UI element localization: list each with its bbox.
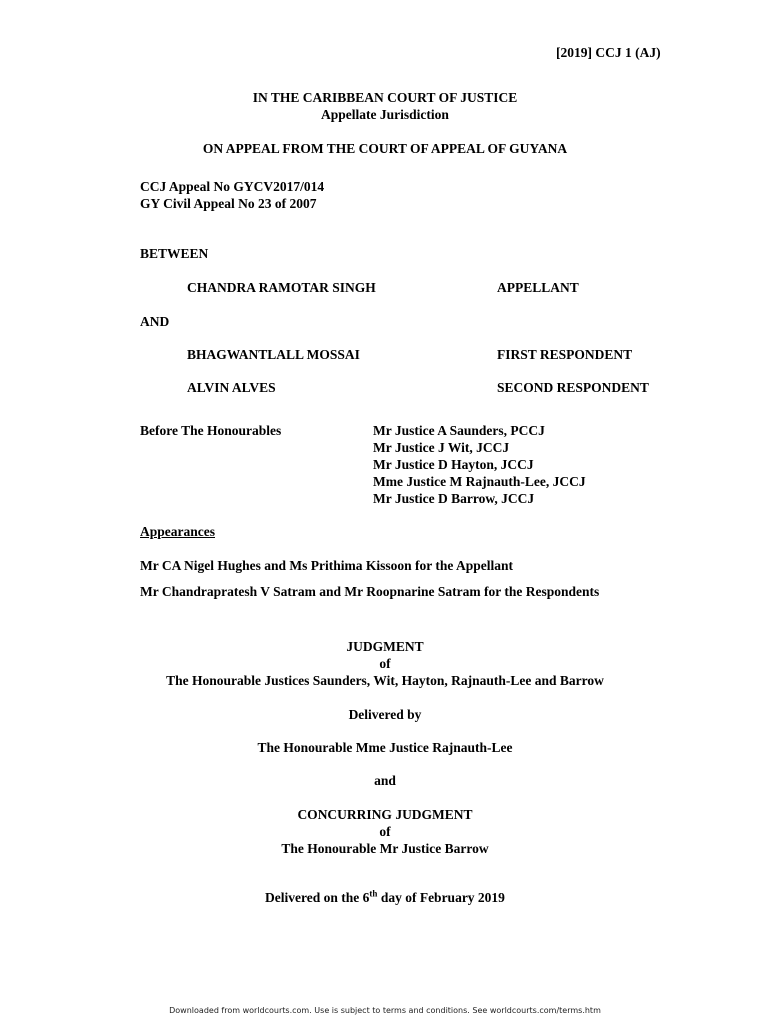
appearance-line: Mr Chandrapratesh V Satram and Mr Roopnarine Satram for the Respondents (140, 584, 600, 599)
party-role: SECOND RESPONDENT (497, 380, 649, 395)
concurring-judgment-title: CONCURRING JUDGMENT (297, 807, 473, 822)
concurring-of: of (379, 824, 391, 839)
judgment-of: of (379, 656, 391, 671)
party-name: ALVIN ALVES (187, 380, 276, 395)
judge-name: Mr Justice A Saunders, PCCJ (373, 423, 545, 438)
delivered-by-judge: The Honourable Mme Justice Rajnauth-Lee (257, 740, 513, 755)
delivery-date-suffix: day of February 2019 (377, 890, 505, 905)
concurring-judge: The Honourable Mr Justice Barrow (281, 841, 489, 856)
gy-appeal-number: GY Civil Appeal No 23 of 2007 (140, 196, 317, 211)
judge-name: Mr Justice D Hayton, JCCJ (373, 457, 534, 472)
and-label: AND (140, 314, 170, 329)
judge-name: Mme Justice M Rajnauth-Lee, JCCJ (373, 474, 586, 489)
appearance-line: Mr CA Nigel Hughes and Ms Prithima Kissoon for the Appellant (140, 558, 514, 573)
and-connector: and (374, 773, 396, 788)
party-name: BHAGWANTLALL MOSSAI (187, 347, 360, 362)
bench-label: Before The Honourables (140, 423, 282, 438)
judgment-justices: The Honourable Justices Saunders, Wit, Hayton, Rajnauth-Lee and Barrow (166, 673, 604, 688)
court-name: IN THE CARIBBEAN COURT OF JUSTICE (252, 90, 518, 105)
jurisdiction: Appellate Jurisdiction (321, 107, 449, 122)
party-name: CHANDRA RAMOTAR SINGH (187, 280, 376, 295)
party-role: FIRST RESPONDENT (497, 347, 633, 362)
citation: [2019] CCJ 1 (AJ) (556, 45, 661, 60)
judgment-title: JUDGMENT (346, 639, 424, 654)
delivery-date (0, 889, 770, 906)
delivered-by-label: Delivered by (348, 707, 422, 722)
ccj-appeal-number: CCJ Appeal No GYCV2017/014 (140, 179, 325, 194)
delivery-date-ordinal: th (369, 888, 378, 899)
judge-name: Mr Justice D Barrow, JCCJ (373, 491, 535, 506)
appearances-heading: Appearances (140, 524, 215, 539)
between-label: BETWEEN (140, 246, 209, 261)
party-role: APPELLANT (497, 280, 579, 295)
download-footer: Downloaded from worldcourts.com. Use is subject to terms and conditions. See worldcourts.com/terms.htm (169, 1006, 601, 1015)
appeal-from: ON APPEAL FROM THE COURT OF APPEAL OF GUYANA (202, 141, 568, 156)
delivery-date-prefix: Delivered on the 6 (265, 890, 370, 905)
judge-name: Mr Justice J Wit, JCCJ (373, 440, 510, 455)
